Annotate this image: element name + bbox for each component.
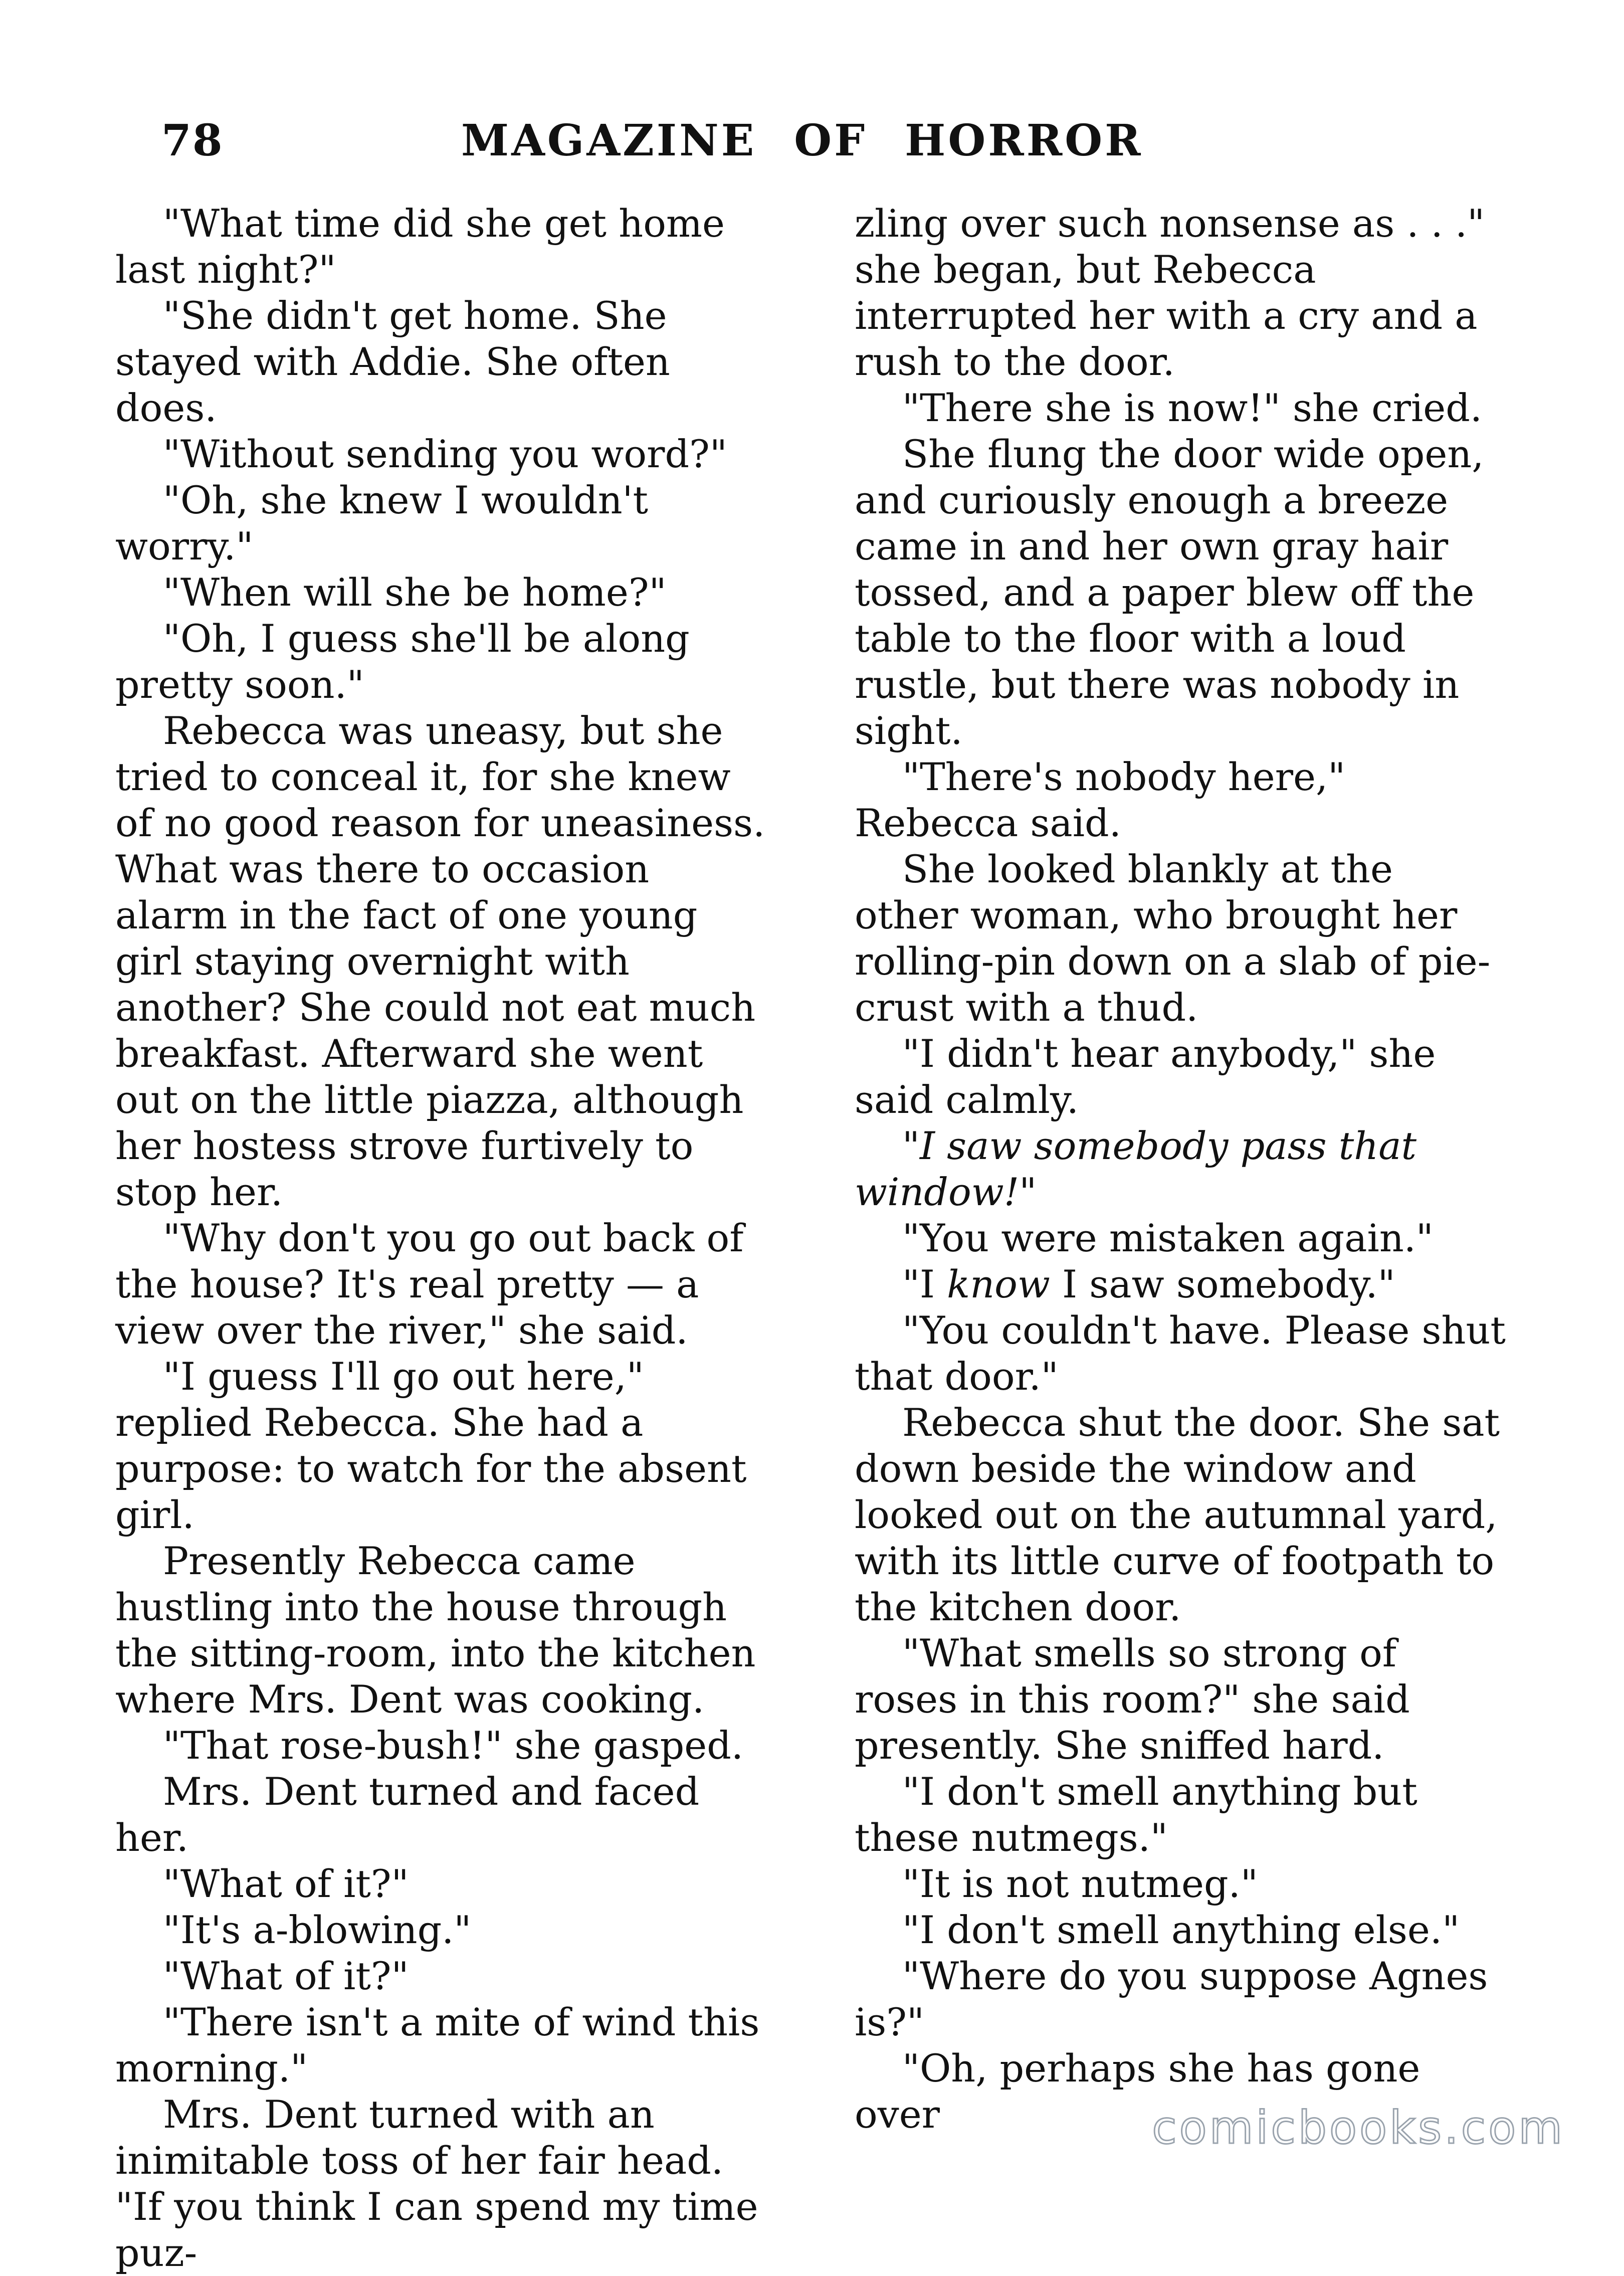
paragraph: "That rose-bush!" she gasped.	[163, 1723, 744, 1768]
paragraph: "What of it?"	[163, 1861, 409, 1906]
paragraph: "What smells so strong of roses in this room?" she said presently. She sniffed hard.	[855, 1631, 1410, 1768]
paragraph: "There isn't a mite of wind this morning."	[115, 2000, 760, 2091]
magazine-title: MAGAZINE OF HORROR	[461, 115, 1143, 166]
paragraph: "I don't smell anything but these nutmegs."	[855, 1769, 1417, 1860]
paragraph: "What of it?"	[163, 1954, 409, 1998]
watermark: comicbooks.com	[1152, 2102, 1565, 2154]
paragraph: "I didn't hear anybody," she said calmly.	[855, 1031, 1436, 1122]
page-number: 78	[161, 115, 224, 166]
paragraph: "Where do you suppose Agnes is?"	[855, 1954, 1488, 2044]
paragraph: "I guess I'll go out here," replied Rebecca. She had a purpose: to watch for the absent girl.	[115, 1354, 747, 1537]
paragraph: "There's nobody here," Rebecca said.	[855, 754, 1346, 845]
paragraph: "It's a-blowing."	[163, 1908, 472, 1952]
paragraph: "Why don't you go out back of the house? It's real pretty — a view over the river," she said.	[115, 1216, 744, 1353]
paragraph: "You couldn't have. Please shut that door."	[855, 1308, 1506, 1399]
right-column	[855, 201, 1506, 2138]
text-span: I saw somebody."	[1050, 1262, 1395, 1306]
paragraph: "There she is now!" she cried.	[902, 386, 1483, 430]
paragraph: "Oh, she knew I wouldn't worry."	[115, 478, 649, 568]
paragraph: She looked blankly at the other woman, who brought her rolling-pin down on a slab of pie-crust with a thud.	[855, 847, 1491, 1030]
paragraph: Mrs. Dent turned with an inimitable toss of her fair head. "If you think I can spend my time puz-	[115, 2092, 758, 2275]
paragraph: She flung the door wide open, and curiously enough a breeze came in and her own gray hair tossed, and a paper blew off the table to the floor with a loud rustle, but there was nobody in sight.	[855, 432, 1484, 753]
paragraph: Presently Rebecca came hustling into the house through the sitting-room, into the kitchen where Mrs. Dent was cooking.	[115, 1539, 756, 1722]
text-span: "I	[902, 1262, 947, 1306]
paragraph: "When will she be home?"	[163, 570, 667, 615]
page-header	[0, 115, 1624, 180]
paragraph: "Without sending you word?"	[163, 432, 727, 476]
paragraph: "Oh, perhaps she has gone over	[855, 2046, 1420, 2137]
paragraph: Rebecca was uneasy, but she tried to conceal it, for she knew of no good reason for uneasiness. What was there to occasion alarm in the fact of one young girl staying overnight with another? She could not eat much breakfast. Afterward she went out on the little piazza, although her hostess strove furtively to stop her.	[115, 708, 765, 1214]
paragraph: "It is not nutmeg."	[902, 1861, 1258, 1906]
paragraph: "She didn't get home. She stayed with Addie. She often does.	[115, 293, 670, 430]
emphasis-text: know	[947, 1262, 1050, 1306]
paragraph: Rebecca shut the door. She sat down beside the window and looked out on the autumnal yard, with its little curve of footpath to the kitchen door.	[855, 1400, 1500, 1629]
paragraph: "I don't smell anything else."	[902, 1908, 1460, 1952]
paragraph: Mrs. Dent turned and faced her.	[115, 1769, 700, 1860]
paragraph-italic: "I saw somebody pass that window!"	[855, 1123, 1417, 1214]
paragraph: "What time did she get home last night?"	[115, 201, 725, 292]
paragraph: "Oh, I guess she'll be along pretty soon."	[115, 616, 690, 707]
paragraph: zling over such nonsense as . . ." she began, but Rebecca interrupted her with a cry and a rush to the door.	[855, 201, 1485, 384]
paragraph: "You were mistaken again."	[902, 1216, 1434, 1260]
left-column	[115, 201, 767, 2276]
paragraph	[855, 1261, 1506, 1307]
